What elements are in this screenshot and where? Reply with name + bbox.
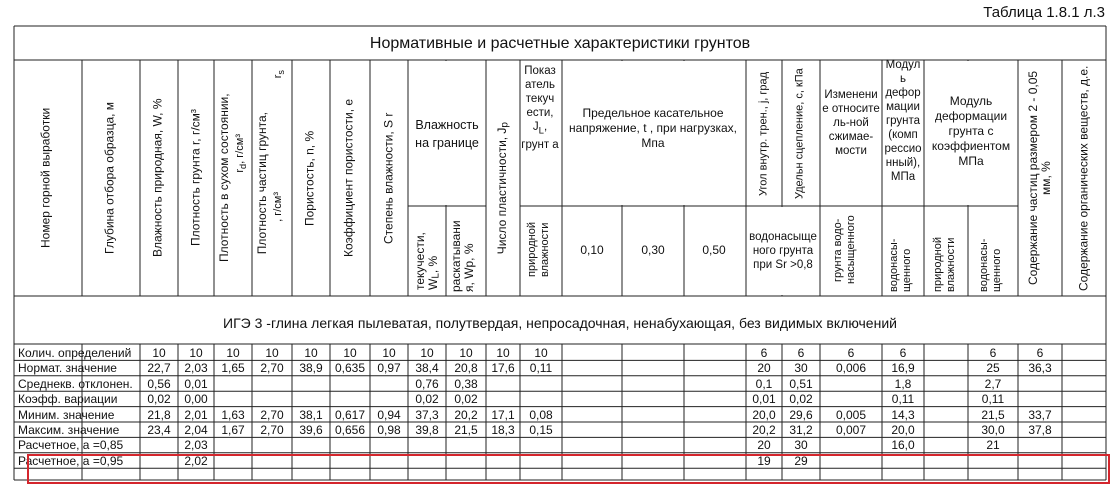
header-tekuchesti: текучести, $W_L$, % (413, 232, 442, 290)
table-cell (562, 377, 622, 392)
table-cell (562, 454, 622, 469)
header-izmenenie: Изменени е относите ль-ной сжимае- мости (822, 89, 880, 157)
table-cell (408, 454, 446, 469)
header-plotnost-chast-symbol: r (272, 74, 284, 79)
table-cell (214, 392, 252, 407)
table-cell: 10 (496, 346, 510, 360)
table-cell: 0,11 (529, 361, 553, 376)
table-cell: 0,56 (147, 376, 171, 391)
table-cell: 0,635 (334, 361, 366, 376)
table-cell (1062, 438, 1106, 453)
table-cell (820, 392, 882, 407)
table-cell (370, 438, 408, 453)
table-cell: 33,7 (1028, 407, 1052, 422)
table-cell (820, 454, 882, 469)
row-label: Колич. определений (18, 346, 132, 360)
table-cell (562, 438, 622, 453)
table-cell: 0,02 (415, 392, 439, 407)
table-cell: 6 (1036, 346, 1044, 360)
table-cell: 2,70 (260, 361, 284, 376)
table-cell: 10 (152, 346, 166, 360)
table-cell: 16,9 (891, 361, 915, 376)
row-label: Максим. значение (18, 423, 120, 437)
table-cell: 20,2 (752, 423, 776, 437)
table-cell: 2,70 (260, 407, 284, 422)
table-cell (1062, 361, 1106, 376)
table-cell: 2,04 (184, 423, 208, 437)
table-cell (820, 438, 882, 453)
row-label: Среднекв. отклонен. (18, 376, 133, 391)
table-cell (562, 392, 622, 407)
table-cell: 0,98 (377, 423, 401, 437)
table-cell (622, 438, 684, 453)
header-predelnoe: Предельное касательное напряжение, t , при нагрузках, Мпа (569, 106, 737, 150)
table-cell (140, 454, 178, 469)
table-cell (1062, 423, 1106, 438)
table-cell: 0,76 (415, 376, 439, 391)
table-cell (924, 377, 968, 392)
table-cell: 0,08 (529, 407, 553, 422)
table-cell: 10 (420, 346, 434, 360)
table-cell: 22,7 (147, 361, 171, 376)
table-cell: 6 (847, 346, 855, 360)
header-vodon-2: водонасы- щенного (978, 238, 1003, 292)
table-cell: 30 (794, 438, 808, 453)
table-cell (924, 392, 968, 407)
table-cell (684, 408, 746, 423)
table-cell: 1,63 (221, 407, 245, 422)
header-plotnost-chast-unit: , г/см³ (272, 192, 284, 222)
header-vlazhnost: Влажность природная, W, % (150, 98, 165, 258)
ige-subtitle: ИГЭ 3 -глина легкая пылеватая, полутвердая, непросадочная, ненабухающая, без видимых включений (223, 315, 897, 331)
table-cell: 0,11 (981, 392, 1005, 407)
table-cell: 0,617 (334, 407, 366, 422)
table-cell (370, 392, 408, 407)
table-cell: 1,67 (221, 423, 245, 437)
table-cell (520, 454, 562, 469)
table-cell (214, 377, 252, 392)
header-glubina: Глубина отбора образца, м (102, 101, 117, 255)
table-cell (446, 438, 486, 453)
table-cell (622, 392, 684, 407)
table-cell (1018, 438, 1062, 453)
header-udelnoe: Удельн сцепление, с, кПа (793, 68, 806, 200)
table-cell (486, 377, 520, 392)
table-cell (924, 408, 968, 423)
table-cell: 0,01 (184, 376, 208, 391)
table-cell (622, 423, 684, 438)
header-plotnost: Плотность грунта r, г/см³ (188, 109, 203, 247)
table-cell: 2,01 (184, 407, 208, 422)
row-label: Расчетное, a =0,85 (18, 438, 124, 453)
table-cell (684, 346, 746, 361)
header-nomer: Номер горной выработки (38, 107, 53, 249)
table-cell: 10 (459, 346, 473, 360)
table-cell (330, 392, 370, 407)
table-cell (924, 423, 968, 438)
table-cell (622, 377, 684, 392)
header-chislo: Число пластичности, $J_р$ (495, 122, 511, 255)
table-cell: 0,005 (835, 407, 867, 422)
table-cell (1018, 392, 1062, 407)
table-cell (252, 438, 292, 453)
table-cell: 10 (189, 346, 203, 360)
table-cell: 38,4 (415, 361, 439, 376)
table-cell (292, 438, 330, 453)
table-cell (292, 454, 330, 469)
table-cell (622, 346, 684, 361)
header-modul-koef: Модуль деформации грунта с коэффиентом МПа (931, 94, 1011, 168)
table-cell: 10 (382, 346, 396, 360)
table-cell (252, 377, 292, 392)
table-cell: 20,2 (454, 407, 478, 422)
table-cell: 17,1 (491, 407, 515, 422)
table-cell (1062, 392, 1106, 407)
table-cell: 14,3 (891, 407, 915, 422)
table-cell (622, 454, 684, 469)
table-cell: 21,8 (147, 407, 171, 422)
table-cell (882, 454, 924, 469)
table-cell: 10 (226, 346, 240, 360)
table-cell: 30 (794, 361, 808, 376)
table-cell (924, 346, 968, 361)
table-cell: 0,02 (147, 392, 171, 407)
table-cell: 2,70 (260, 423, 284, 437)
table-cell (684, 438, 746, 453)
table-cell: 31,2 (789, 423, 813, 437)
table-cell: 30,0 (981, 423, 1005, 437)
table-cell (486, 392, 520, 407)
table-cell: 10 (343, 346, 357, 360)
header-plotnost-sukh-unit: , г/см³ (234, 134, 246, 164)
table-cell: 21 (986, 438, 1000, 453)
table-cell: 37,3 (415, 407, 439, 422)
table-cell: 1,65 (221, 361, 245, 376)
table-cell: 0,38 (454, 376, 478, 391)
table-cell: 23,4 (147, 423, 171, 437)
table-cell: 20 (757, 438, 771, 453)
header-p030: 0,30 (641, 243, 665, 257)
header-plotnost-chast-sub: s (276, 70, 287, 75)
table-cell (252, 392, 292, 407)
table-cell (292, 377, 330, 392)
table-cell (370, 377, 408, 392)
header-soderzhanie: Содержание частиц размером 2 - 0,05 мм, % (1026, 70, 1053, 286)
table-cell: 29,6 (789, 407, 813, 422)
header-vlazhnost-granica: Влажность на границе (415, 118, 479, 150)
table-cell (486, 438, 520, 453)
table-cell (684, 392, 746, 407)
table-cell: 0,97 (377, 361, 401, 376)
table-cell: 0,02 (789, 392, 813, 407)
table-cell (1062, 377, 1106, 392)
table-cell: 38,9 (299, 361, 323, 376)
table-cell (446, 454, 486, 469)
row-label: Миним. значение (18, 407, 115, 422)
header-raskatyvanie: раскатывани я, Wp, % (449, 220, 476, 292)
table-cell: 25 (986, 361, 1000, 376)
table-cell (520, 392, 562, 407)
header-plotnost-sukh (214, 62, 252, 294)
table-cell: 2,7 (984, 376, 1002, 391)
table-cell: 21,5 (454, 423, 478, 437)
table-cell: 18,3 (491, 423, 515, 437)
header-plotnost-sukh-symbol: r (234, 169, 246, 173)
table-cell: 2,03 (184, 361, 208, 376)
row-label: Коэфф. вариации (18, 392, 118, 407)
table-cell: 0,007 (835, 423, 867, 437)
header-plotnost-chast (252, 62, 292, 294)
table-cell: 10 (265, 346, 279, 360)
table-cell: 0,94 (377, 407, 401, 422)
table-cell (520, 438, 562, 453)
table-cell (408, 438, 446, 453)
table-cell: 0,656 (334, 423, 366, 437)
table-cell: 2,02 (184, 453, 208, 468)
table-cell: 1,8 (894, 376, 912, 391)
header-poristost: Пористость, n, % (302, 130, 317, 226)
table-cell: 39,8 (415, 423, 439, 437)
table-cell (622, 361, 684, 376)
table-cell (968, 454, 1018, 469)
table-cell (1018, 377, 1062, 392)
table-cell (486, 454, 520, 469)
header-soderzhanie-org: Содержание органических веществ, д.е. (1076, 65, 1091, 291)
table-cell (684, 454, 746, 469)
table-cell: 0,1 (755, 376, 773, 391)
header-pokazatel: Показ атель текуч ести, $J_L$, грунт а (521, 65, 559, 152)
table-cell (684, 361, 746, 376)
table-cell (520, 377, 562, 392)
table-cell (1018, 454, 1062, 469)
header-plotnost-sukh-line1: Плотность в сухом состоянии, (217, 93, 231, 263)
table-cell: 10 (304, 346, 318, 360)
table-cell: 21,5 (981, 407, 1005, 422)
table-cell: 20 (757, 361, 771, 376)
header-koeff-poristosti: Коэффициент пористости, e (341, 98, 356, 258)
table-cell (684, 423, 746, 438)
table-cell: 39,6 (299, 423, 323, 437)
table-cell: 0,02 (454, 392, 478, 407)
table-cell: 20,0 (752, 407, 776, 422)
table-cell (330, 438, 370, 453)
table-number-label: Таблица 1.8.1 л.3 (983, 4, 1105, 21)
table-cell (684, 377, 746, 392)
header-grunta-vodon: грунта водо- насыщенного (832, 215, 857, 285)
table-cell: 6 (989, 346, 997, 360)
table-cell: 20,0 (891, 423, 915, 437)
table-cell (924, 454, 968, 469)
table-cell (330, 377, 370, 392)
table-cell: 0,15 (529, 423, 553, 437)
table-cell (370, 454, 408, 469)
header-plotnost-sukh-sub: d (238, 163, 249, 169)
table-cell (214, 454, 252, 469)
table-cell (1062, 454, 1106, 469)
header-modul-def: Модул ь дефор мации грунта (комп рессио нный), МПа (884, 59, 922, 183)
table-cell: 0,11 (891, 392, 915, 407)
header-prir-vl-2: природной влажности (932, 237, 957, 292)
table-cell (1062, 408, 1106, 423)
header-plotnost-chast-line1: Плотность частиц грунта, (255, 112, 269, 255)
row-label: Расчетное, a =0,95 (18, 453, 124, 468)
table-cell (330, 454, 370, 469)
table-cell (252, 454, 292, 469)
table-cell: 17,6 (491, 361, 515, 376)
row-label: Нормат. значение (18, 361, 117, 376)
table-cell (622, 408, 684, 423)
table-cell: 2,03 (184, 438, 208, 453)
table-cell (562, 346, 622, 361)
header-p010: 0,10 (580, 243, 604, 257)
table-cell: 0,01 (752, 392, 776, 407)
table-cell (562, 361, 622, 376)
table-title: Нормативные и расчетные характеристики грунтов (369, 35, 751, 52)
table-cell: 29 (794, 453, 808, 468)
table-cell: 36,3 (1028, 361, 1052, 376)
table-cell: 0,51 (789, 376, 813, 391)
table-cell: 0,00 (184, 392, 208, 407)
table-cell: 6 (899, 346, 907, 360)
header-vodon-1: водонасы- щенного (888, 238, 913, 292)
header-p050: 0,50 (702, 243, 726, 257)
header-prirodnoy-vl: природной влажности (526, 222, 551, 278)
table-cell: 0,006 (835, 361, 867, 376)
table-cell: 10 (534, 346, 548, 360)
header-vodonas-grunt: водонасыще ного грунта при Sr >0,8 (749, 231, 817, 271)
table-cell: 19 (757, 453, 771, 468)
table-cell (1062, 346, 1106, 361)
header-stepen: Степень влажности, S r (381, 112, 396, 244)
header-ugol: Угол внутр. трен., j, град (757, 71, 770, 197)
table-cell (140, 438, 178, 453)
table-cell (214, 438, 252, 453)
table-cell: 38,1 (299, 407, 323, 422)
table-cell (924, 438, 968, 453)
table-cell: 16,0 (891, 438, 915, 453)
table-cell (820, 377, 882, 392)
table-cell (562, 408, 622, 423)
table-cell: 20,8 (454, 361, 478, 376)
table-cell: 6 (760, 346, 768, 360)
table-cell (292, 392, 330, 407)
table-cell: 6 (797, 346, 805, 360)
table-cell: 37,8 (1028, 423, 1052, 437)
table-cell (924, 361, 968, 376)
table-cell (562, 423, 622, 438)
